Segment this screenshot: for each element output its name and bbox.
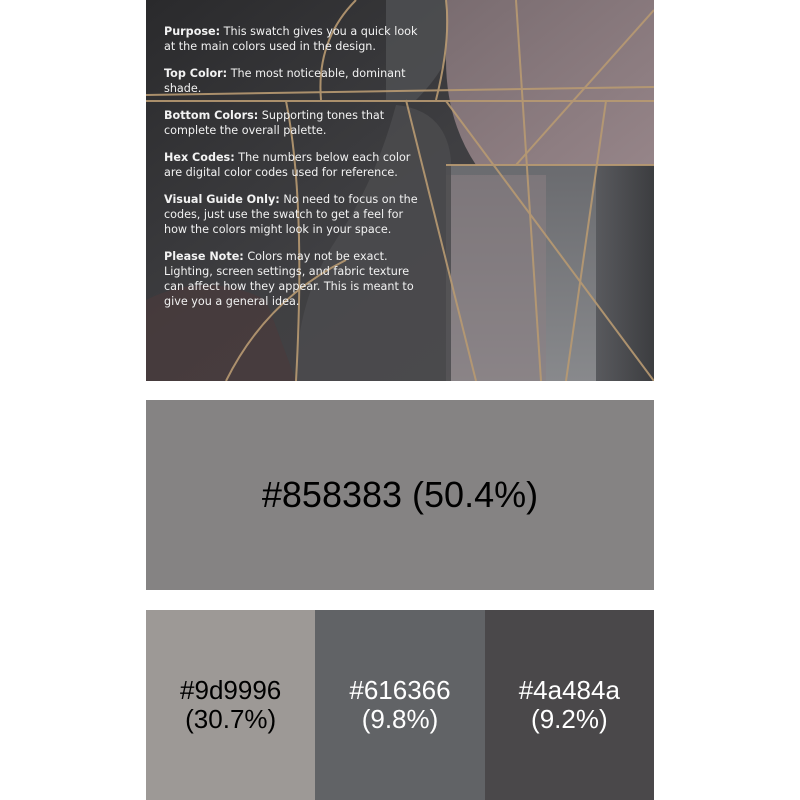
note-body: The most noticeable, dominant shade. <box>164 67 406 95</box>
swatch-percent: (9.2%) <box>531 704 608 734</box>
top-color-label: #858383 (50.4%) <box>261 474 539 515</box>
note-visual-guide <box>164 192 429 237</box>
note-top-color <box>164 66 429 96</box>
note-hex-codes <box>164 150 429 180</box>
note-body: The numbers below each color are digital color codes used for reference. <box>164 151 411 179</box>
swatch-hex-code: #9d9996 <box>180 675 282 705</box>
note-body: No need to focus on the codes, just use the swatch to get a feel for how the colors might look in your space. <box>164 193 418 236</box>
note-heading: Top Color: <box>164 67 228 80</box>
bottom-color-swatch <box>315 610 484 800</box>
note-heading: Bottom Colors: <box>164 109 259 122</box>
swatch-hex-code: #4a484a <box>518 675 620 705</box>
note-heading: Purpose: <box>164 25 221 38</box>
notes-list <box>164 24 429 321</box>
note-please-note <box>164 249 429 309</box>
note-heading: Visual Guide Only: <box>164 193 280 206</box>
note-body: Colors may not be exact. Lighting, screen settings, and fabric texture can affect how they appear. This is meant to give you a general idea. <box>164 250 414 308</box>
swatch-percent: (30.7%) <box>185 704 277 734</box>
swatch-hex-code: #616366 <box>349 675 451 705</box>
info-panel <box>146 0 654 381</box>
note-bottom-colors <box>164 108 429 138</box>
bottom-color-swatch <box>146 610 315 800</box>
note-heading: Please Note: <box>164 250 244 263</box>
bottom-color-swatch <box>485 610 654 800</box>
note-body: Supporting tones that complete the overall palette. <box>164 109 385 137</box>
note-heading: Hex Codes: <box>164 151 235 164</box>
note-body: This swatch gives you a quick look at the main colors used in the design. <box>164 25 418 53</box>
swatch-percent: (9.8%) <box>361 704 439 734</box>
top-color-swatch <box>146 400 654 590</box>
note-purpose <box>164 24 429 54</box>
bottom-colors-row <box>146 610 654 800</box>
